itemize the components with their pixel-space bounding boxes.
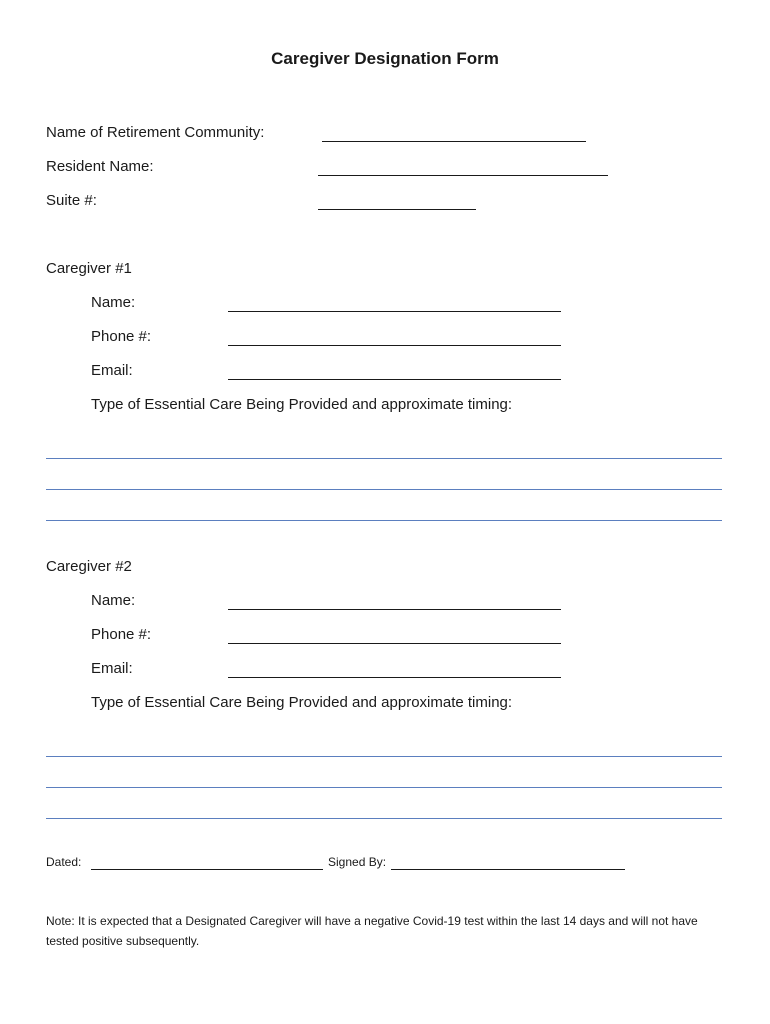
caregiver-1-care-line-2[interactable] [46, 489, 722, 490]
caregiver-2-care-line-2[interactable] [46, 787, 722, 788]
resident-field[interactable] [318, 175, 608, 176]
signed-label: Signed By: [328, 855, 387, 869]
caregiver-2-care-line-1[interactable] [46, 756, 722, 757]
caregiver-2-heading: Caregiver #2 [46, 558, 132, 575]
caregiver-1-phone-field[interactable] [228, 345, 561, 346]
caregiver-1-email-field[interactable] [228, 379, 561, 380]
caregiver-2-phone-field[interactable] [228, 643, 561, 644]
caregiver-2-name-label: Name: [91, 592, 136, 609]
caregiver-1-email-label: Email: [91, 362, 133, 379]
caregiver-2-care-label: Type of Essential Care Being Provided and approximate timing: [91, 694, 513, 711]
resident-label: Resident Name: [46, 158, 154, 175]
caregiver-1-phone-label: Phone #: [91, 328, 152, 345]
caregiver-1-name-field[interactable] [228, 311, 561, 312]
covid-note: Note: It is expected that a Designated Caregiver will have a negative Covid-19 test within the last 14 days and will not have tested positive subsequently. [46, 914, 698, 948]
signed-field[interactable] [391, 869, 625, 870]
dated-field[interactable] [91, 869, 323, 870]
caregiver-2-care-line-3[interactable] [46, 818, 722, 819]
caregiver-2-email-field[interactable] [228, 677, 561, 678]
caregiver-1-care-line-3[interactable] [46, 520, 722, 521]
community-field[interactable] [322, 141, 586, 142]
suite-label: Suite #: [46, 192, 97, 209]
caregiver-1-care-line-1[interactable] [46, 458, 722, 459]
caregiver-1-name-label: Name: [91, 294, 136, 311]
caregiver-1-heading: Caregiver #1 [46, 260, 132, 277]
suite-field[interactable] [318, 209, 476, 210]
community-label: Name of Retirement Community: [46, 124, 265, 141]
caregiver-2-phone-label: Phone #: [91, 626, 152, 643]
caregiver-2-name-field[interactable] [228, 609, 561, 610]
caregiver-1-care-label: Type of Essential Care Being Provided and approximate timing: [91, 396, 513, 413]
dated-label: Dated: [46, 855, 82, 869]
caregiver-2-email-label: Email: [91, 660, 133, 677]
form-title: Caregiver Designation Form [271, 49, 499, 68]
